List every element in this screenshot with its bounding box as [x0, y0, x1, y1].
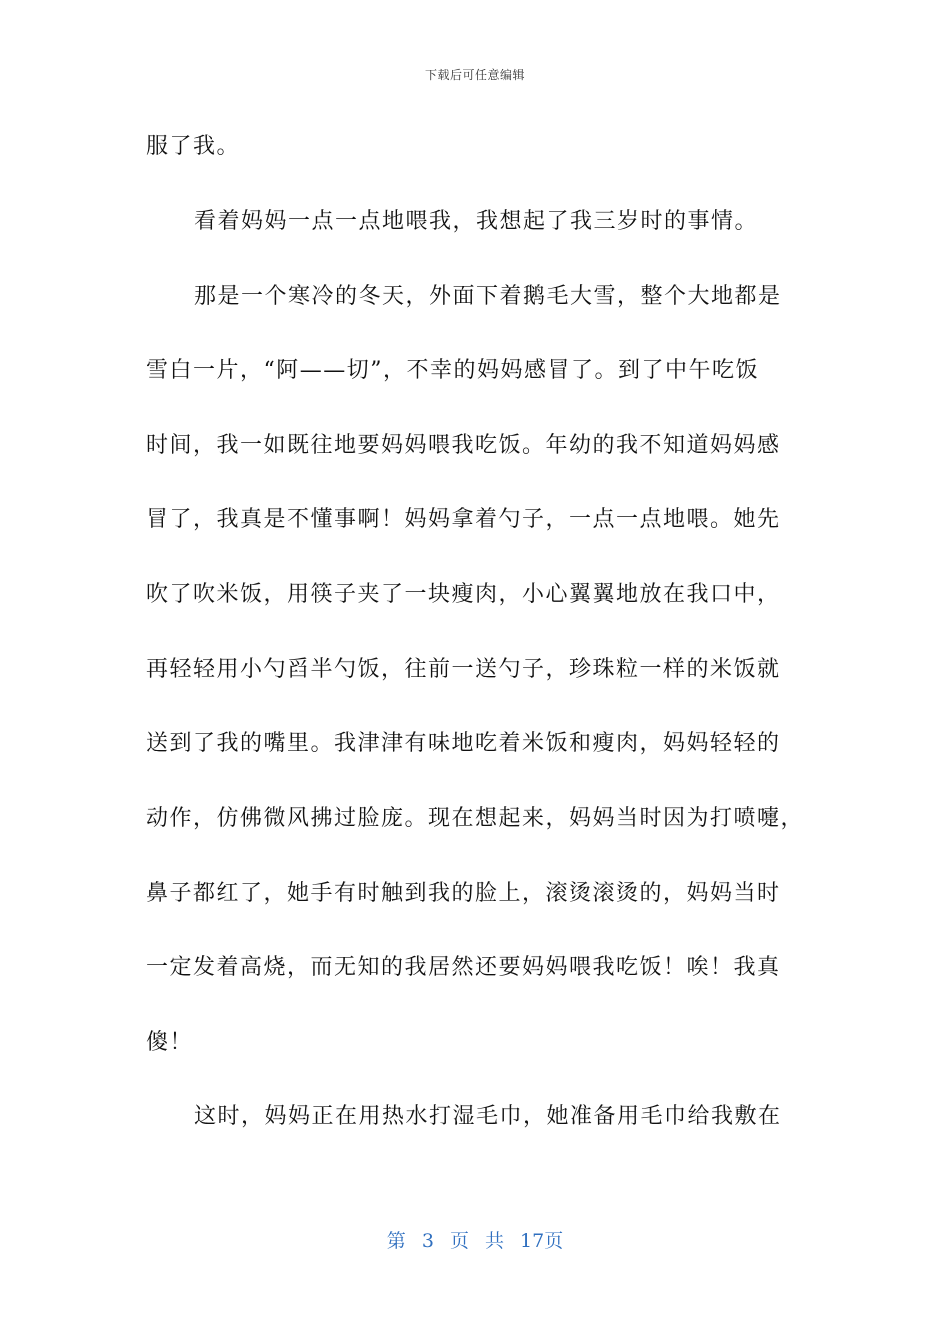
text-line: 吹了吹米饭，用筷子夹了一块瘦肉，小心翼翼地放在我口中，: [146, 582, 781, 607]
text-line: 那是一个寒冷的冬天，外面下着鹅毛大雪，整个大地都是: [194, 284, 782, 309]
page-header: 下载后可任意编辑: [424, 68, 525, 82]
page-footer: 第 3 页 共 17页: [386, 1230, 564, 1252]
text-line: 看着妈妈一点一点地喂我，我想起了我三岁时的事情。: [194, 209, 759, 234]
text-line: 这时，妈妈正在用热水打湿毛巾，她准备用毛巾给我敷在: [194, 1104, 782, 1129]
text-line: 再轻轻用小勺舀半勺饭，往前一送勺子，珍珠粒一样的米饭就: [146, 657, 781, 682]
text-line: 雪白一片，“阿——切”，不幸的妈妈感冒了。到了中午吃饭: [146, 358, 759, 383]
text-line: 鼻子都红了，她手有时触到我的脸上，滚烫滚烫的，妈妈当时: [146, 881, 781, 906]
text-line: 送到了我的嘴里。我津津有味地吃着米饭和瘦肉，妈妈轻轻的: [146, 731, 781, 756]
text-line: 服了我。: [146, 134, 241, 159]
text-line: 傻！: [146, 1030, 194, 1055]
text-line: 冒了，我真是不懂事啊！妈妈拿着勺子，一点一点地喂。她先: [146, 507, 781, 532]
text-line: 动作，仿佛微风拂过脸庞。现在想起来，妈妈当时因为打喷嚏，: [146, 806, 805, 831]
text-line: 一定发着高烧，而无知的我居然还要妈妈喂我吃饭！唉！我真: [146, 955, 781, 980]
text-line: 时间，我一如既往地要妈妈喂我吃饭。年幼的我不知道妈妈感: [146, 433, 781, 458]
